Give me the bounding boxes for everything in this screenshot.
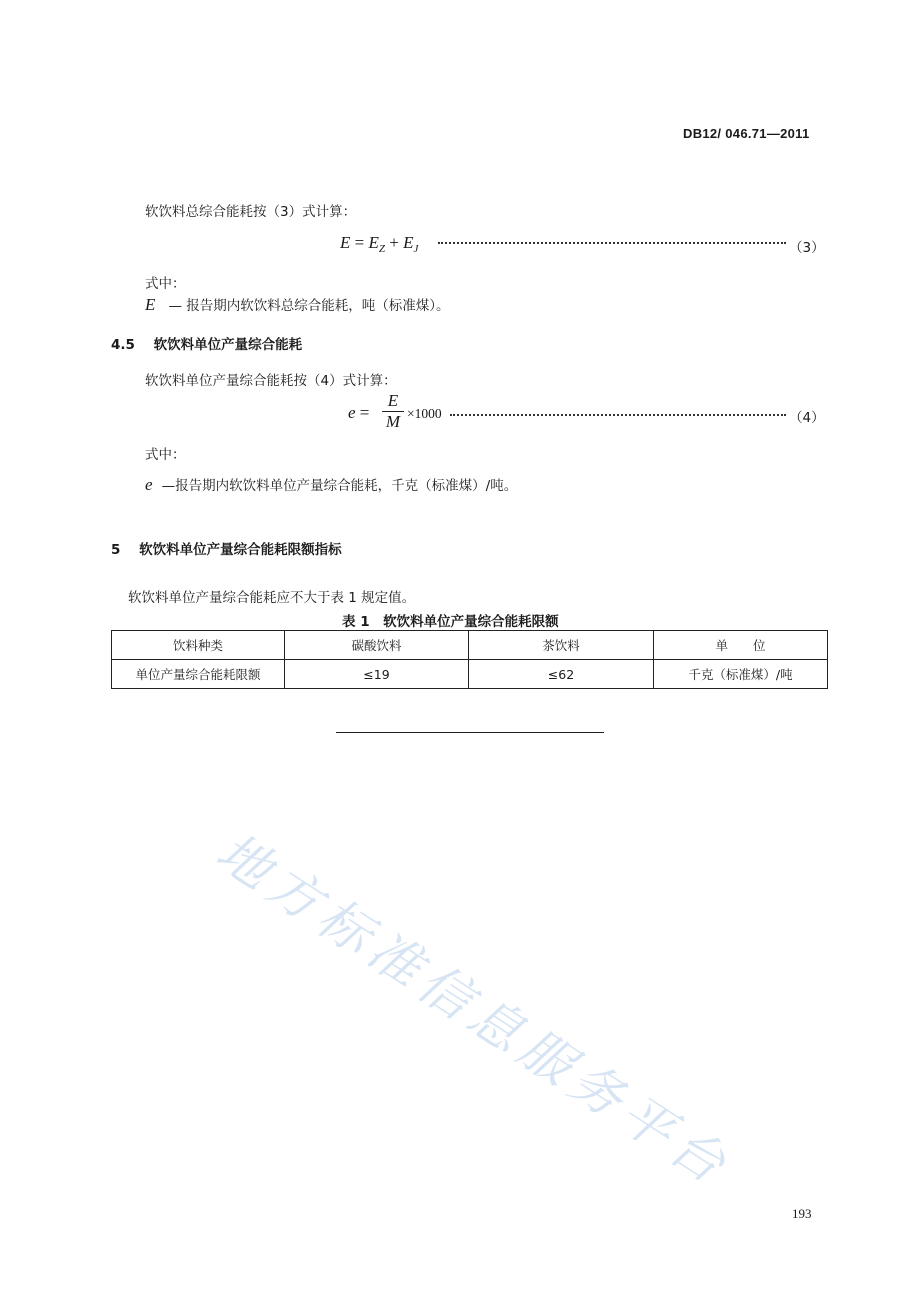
table-1-cell: 单位产量综合能耗限额 [112, 660, 285, 689]
formula-4-where-label: 式中： [145, 447, 186, 463]
section-5-number: 5 [111, 542, 121, 558]
formula-3-eq: = [354, 233, 365, 252]
table-1-header-cell: 碳酸饮料 [285, 631, 469, 660]
table-1-row [112, 660, 828, 689]
formula-4-number: （4） [789, 410, 825, 426]
section-5-title: 软饮料单位产量综合能耗限额指标 [139, 542, 342, 558]
section-5-body: 软饮料单位产量综合能耗应不大于表 1 规定值。 [128, 590, 416, 606]
formula-3-lhs: E [340, 233, 351, 252]
formula-3 [340, 233, 418, 255]
formula-3-number: （3） [789, 240, 825, 256]
formula-4-def-symbol: e [145, 475, 153, 494]
formula-4-lhs-group [348, 403, 369, 423]
page-number: 193 [792, 1206, 812, 1221]
section-5-heading [111, 538, 342, 558]
formula-3-where-label: 式中： [145, 276, 186, 292]
formula-3-term2: E [403, 233, 414, 252]
table-1-caption: 表 1 软饮料单位产量综合能耗限额 [342, 614, 559, 630]
formula-3-def-symbol: E [145, 295, 156, 314]
formula-3-intro: 软饮料总综合能耗按（3）式计算： [145, 204, 357, 220]
formula-4-definition [145, 474, 517, 495]
standard-code: DB12/ 046.71—2011 [683, 126, 810, 141]
formula-3-plus: + [389, 233, 399, 252]
table-1-header-cell: 饮料种类 [112, 631, 285, 660]
formula-4-eq: = [359, 403, 370, 422]
section-4-5-title: 软饮料单位产量综合能耗 [153, 337, 303, 353]
formula-3-leader [438, 242, 786, 244]
formula-3-definition [145, 294, 450, 315]
formula-4-fraction [381, 391, 405, 432]
formula-3-term2-sub: J [413, 243, 419, 255]
table-1-cell: 千克（标准煤）/吨 [654, 660, 828, 689]
formula-4-leader [450, 414, 786, 416]
formula-4-lhs: e [348, 403, 356, 422]
table-1-cell: ≤62 [469, 660, 654, 689]
table-1-header-cell: 茶饮料 [469, 631, 654, 660]
formula-3-term1-sub: Z [378, 243, 385, 255]
formula-4-intro: 软饮料单位产量综合能耗按（4）式计算： [145, 373, 397, 389]
table-1-header-cell: 单 位 [654, 631, 828, 660]
table-1 [111, 630, 828, 689]
formula-4-def-text: —报告期内软饮料单位产量综合能耗，千克（标准煤）/吨。 [161, 478, 518, 494]
watermark: 地方标准信息服务平台 [205, 821, 742, 1200]
table-1-header-row [112, 631, 828, 660]
formula-3-def-text: — 报告期内软饮料总综合能耗，吨（标准煤）。 [168, 298, 450, 314]
formula-4-multiplier: ×1000 [407, 406, 442, 421]
end-rule [336, 732, 604, 733]
section-4-5-number: 4.5 [111, 337, 135, 353]
section-4-5-heading [111, 333, 302, 353]
table-1-cell: ≤19 [285, 660, 469, 689]
formula-4-denominator: M [385, 412, 401, 431]
formula-3-term1: E [368, 233, 379, 252]
formula-4-numerator: E [387, 391, 399, 410]
